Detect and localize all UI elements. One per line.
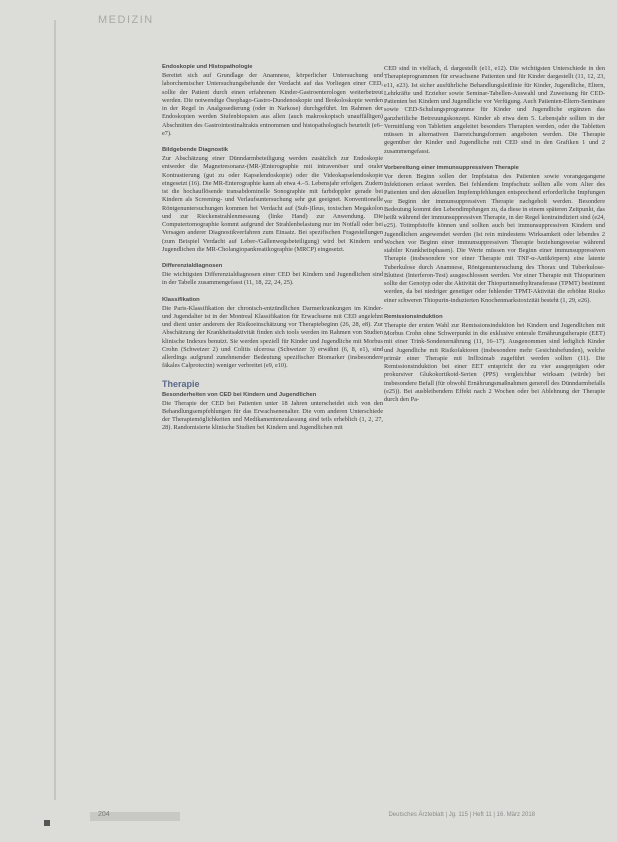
paragraph-vorbereitung: Vor deren Beginn sollen der Impfstatus des Patienten sowie vorangegangene Infektionen erfasst werden. Bei fehlendem Impfschutz sollten alle vom Alter des Patienten und den aktuellen Impfempfehlungen entsprechend erforderliche Impfungen vor Beginn der immunsuppressiven Therapie nachgeholt werden. Besondere Bedeutung kommt den Lebendimpfungen zu, da diese in einem späteren Zeitpunkt, das heißt während der immunsuppressiven Therapie, in der Regel kontraindiziert sind (e24, e25). Totimpfstoffe können und sollten auch bei immunsuppressiven Kindern und Jugendlichen angewendet werden (Ist rein mindestens Wirksamkeit oder lebendes 2 Wochen vor Beginn einer immunsuppressiven Therapie beziehungsweise während stabiler Krankheitsphasen). Die Werte müssen vor Beginn einer immunsuppressiven Therapie (insbesondere vor einer Therapie mit TNF-α-Antikörpern) eine latente Tuberkulose durch Anamnese, Röntgenuntersuchung des Thorax und Tuberkulose-Bluttest (Interferon-Test) ausgeschlossen werden. Vor einer Therapie mit Thiopurinen sollte der Genotyp oder die Aktivität der Thiopurinmethyltransferase (TPMT) bestimmt werden, da bei niedriger genetiger oder fehlender TPMT-Aktivität die erhöhte Risiko einer schweren Thiopurin-induzierten Knochenmarkstoxizität besteht (1, 29, e26).: [384, 172, 605, 304]
paragraph-therapie: Die Therapie der CED bei Patienten unter 18 Jahren unterscheidet sich von den Behandlungsempfehlungen für das Erwachsenenalter. Die vom anderen Unterschiede der Therapiemöglichkeiten und Medikamentenzulassung sind teils erheblich (1, 2, 27, 28). Randomisierte klinische Studien bei Kindern und Jugendlichen mit: [162, 399, 383, 432]
heading-remissionsinduktion: Remissionsinduktion: [384, 313, 443, 320]
page-footer: [0, 810, 617, 824]
section-tag: MEDIZIN: [98, 14, 154, 26]
heading-endoskopie: Endoskopie und Histopathologie: [162, 64, 253, 70]
corner-mark: [44, 820, 50, 826]
paragraph-differentialdiagnosen: Die wichtigsten Differenzialdiagnosen einer CED bei Kindern und Jugendlichen sind in der Tabelle zusammengefasst (11, 18, 22, 24, 25).: [162, 271, 383, 287]
left-column: [162, 63, 383, 441]
paragraph-remissionsinduktion: Therapie der ersten Wahl zur Remissionsinduktion bei Kindern und Jugendlichen mit Morbus Crohn ohne Schwerpunkt in die exklusive enterale Ernährungstherapie (EET) mit einer Trink-Sondenernährung (11, 16–17). Ausgenommen sind lediglich Kinder und Jugendliche mit Risikofaktoren (insbesondere mehr Gesichtsbefunden), welche primär einer Therapie mit Infliximab zugeführt werden sollten (11). Die Remissionsinduktion bei einer EET entspricht der zu vier ausgeprägten oder prokursiver Glukokortikoid-Serien (PPS) vergleichbar wirksam (würde) bei insbesondere Befall (für obwohl Ernährungsmaßnahmen generell des Dünndarmbefalls (e25)). Bei ausbleibendem Effekt nach 2 Wochen oder bei Ablehnung der Therapie durch den Pa-: [384, 321, 605, 403]
paragraph-endoskopie: Bereitet sich auf Grundlage der Anamnese, körperlicher Untersuchung und laborchemischer Untersuchungsbefunde der Verdacht auf das Vorliegen einer CED, sollte der Patient durch einen erfahrenen Kinder-Gastroenterologen weiterbetreut werden. Die notwendige Ösophago-Gastro-Duodenoskopie und Ileokoloskopie werden in der Regel in Analgosedierung (oder in Narkose) durchgeführt. Im Rahmen der Endoskopien werden Stufenbiopsien aus allen (auch makroskopisch unauffälligen) Abschnitten des Gastrointestinaltrakts entnommen und histopathologisch beurteilt (e6–e7).: [162, 72, 383, 137]
paragraph-continuation: CED sind in vielfach, d. dargestellt (e11, e12). Die wichtigsten Unterschiede in den Therapieprogrammen für erwachsene Patienten und für Kinder dargestellt (11, 12, 23, e11, e23). Ist sicher ausführliche Behandlungsleitlinie für Kinder, Jugendliche, Eltern, Lehrkräfte und Erzieher sowie Seminar-Tabellen-Auswahl und Zuweisung für CED-Patienten bei Kindern und Jugendliche vor Verfügung. Auch Patienten-Eltern-Seminare sowie CED-Schulungsprogramme für Kinder und Jugendliche ergänzen das ganzheitliche Betreuungskonzept. Kinder ab etwa dem 5. Lebensjahr sollten in der Vermittlung von Tabletten angeleitet besonders Therapien werden, oder die Tabletten müssen in alternativen Darreichungsformen angeboten werden. Die Therapie gegenüber der Kinder und Jugendliche mit CED sind in den Grafiken 1 und 2 zusammengefasst.: [384, 65, 605, 155]
right-column: [384, 65, 605, 412]
subheading-besonderheiten: Besonderheiten von CED bei Kindern und Jugendlichen: [162, 391, 317, 398]
page-number: 204: [98, 811, 110, 818]
heading-klassifikation: Klassifikation: [162, 296, 200, 303]
paragraph-bildgebung: Zur Abschätzung einer Dünndarmbeteiligung werden zusätzlich zur Endoskopie entweder die Magnetresonanz-(MR-)Enterographie mit intravenöser und oraler Kontrastierung (gut zu oder Kapselendoskopie) oder die Videokapselendoskopie eingesetzt (16). Die MR-Enterographie kann ab etwa 4.–5. Lebensjahr erfolgen. Zudem ist die hochauflösende transabdominelle Sonographie mit farbdoppler gerade bei Kindern als Screening- und Verlaufsuntersuchung sehr gut geeignet. Konventionelle Röntgenuntersuchungen kommen bei Verdacht auf (Sub-)Ileus, toxischen Megakolon und zur Rieckenstrahlenmessung (linke Hand) zur Anwendung. Die Computertomographie kommt aufgrund der Strahlenbelastung nur im Notfall oder bei Versagen anderer Diagnostikverfahren zum Einsatz. Bei spezifischen Fragestellungen (zum Beispiel Verdacht auf Leber-/Gallenwegsbeteiligung) wird bei Kindern und Jugendlichen die MR-Cholangiopankreatikographie (MRCP) eingesetzt.: [162, 155, 383, 253]
paragraph-klassifikation: Die Paris-Klassifikation der chronisch-entzündlichen Darmerkrankungen im Kinder- und Jugendalter ist in der Montreal Klassifikation für Erwachsene mit CED angelehnt und dient unter anderem der Risikoeinschätzung vor Therapiebeginn (26, 28, e8). Zur Abschätzung der Krankheitsaktivität finden sich tools werden im Rahmen von Studien klinische Indexes benutzt. Sie werden speziell für Kinder und Jugendliche mit Morbus Crohn (Schweizer 2) und Colitis ulcerosa (Schweizer 3) erwähnt (6, 8, e1), sind allerdings aufgrund zunehmender Bedeutung spezifischer Biomarker (insbesondere fäkales Calprotectin) weniger verbreitet (e9, e10).: [162, 304, 383, 370]
journal-citation: Deutsches Ärzteblatt | Jg. 115 | Heft 11 | 16. März 2018: [388, 812, 535, 818]
heading-bildgebung: Bildgebende Diagnostik: [162, 147, 229, 153]
heading-therapie: Therapie: [162, 378, 200, 389]
heading-differentialdiagnosen: Differenzialdiagnosen: [162, 263, 223, 269]
heading-vorbereitung: Vorbereitung einer immunsuppressiven Therapie: [384, 164, 519, 171]
gutter-rule: [54, 20, 56, 800]
